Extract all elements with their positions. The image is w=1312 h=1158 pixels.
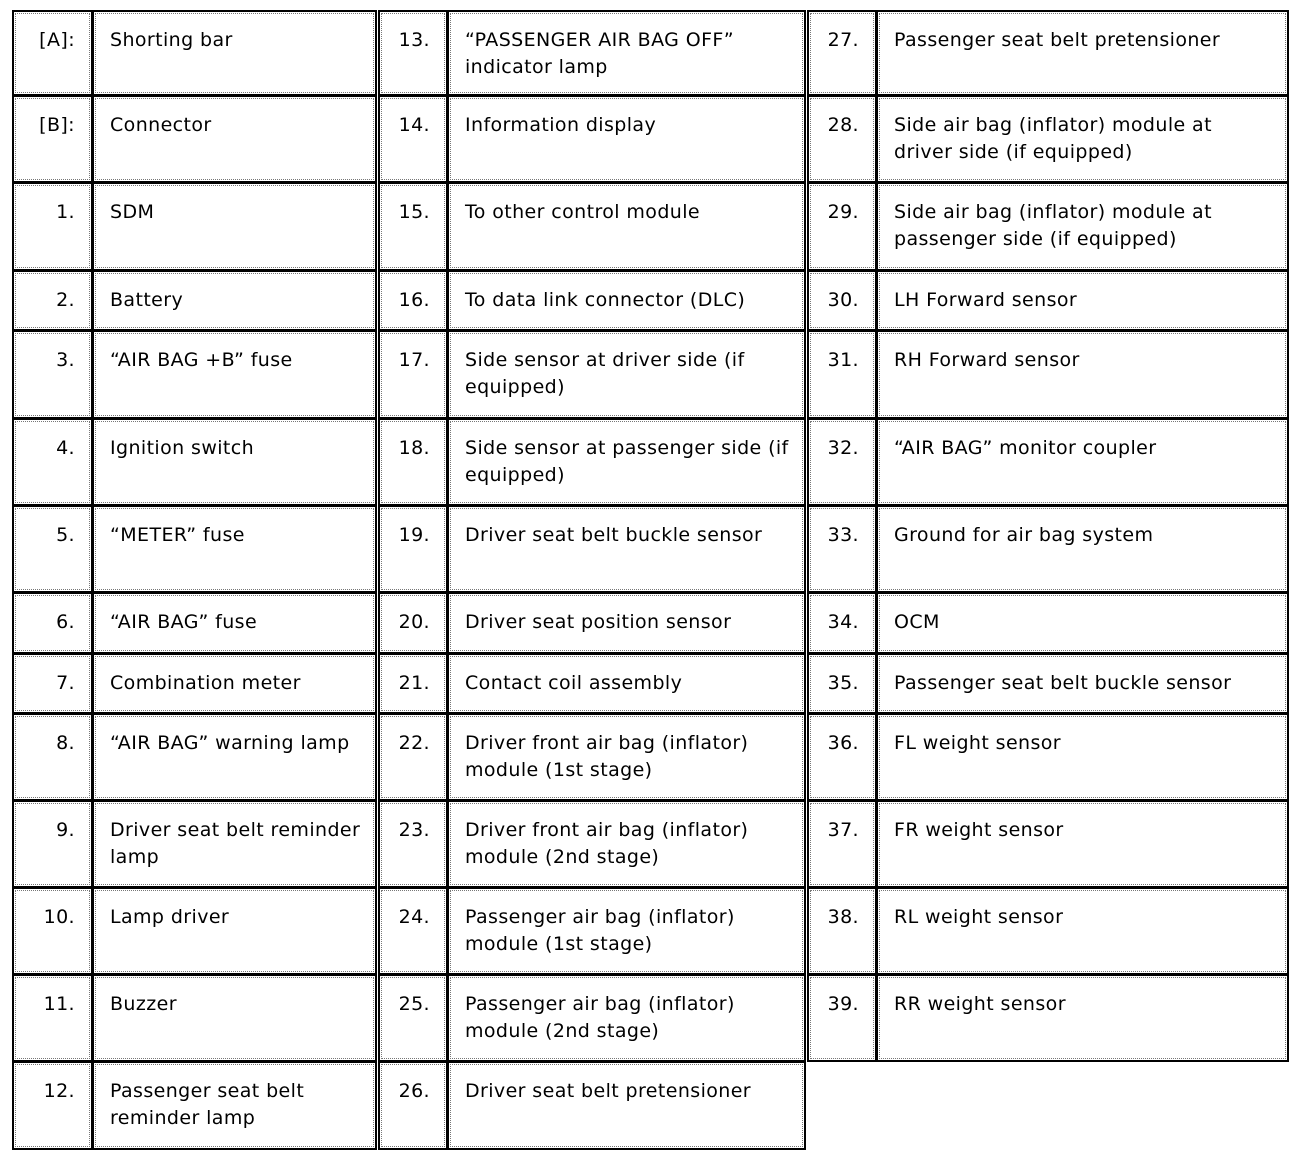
- item-number: 15.: [378, 182, 448, 271]
- item-number: 2.: [12, 270, 93, 331]
- parts-legend-table: [13, 11, 1289, 1150]
- item-description: RH Forward sensor: [876, 330, 1289, 419]
- item-description: Side sensor at driver side (if equipped): [447, 330, 806, 419]
- item-description: RR weight sensor: [876, 974, 1289, 1062]
- item-description: Battery: [92, 270, 377, 331]
- item-number: 8.: [12, 713, 93, 801]
- item-description: Ground for air bag system: [876, 505, 1289, 593]
- item-description: LH Forward sensor: [876, 270, 1289, 331]
- item-description: FL weight sensor: [876, 713, 1289, 801]
- item-number: 12.: [12, 1061, 93, 1150]
- item-number: 19.: [378, 505, 448, 593]
- item-description: FR weight sensor: [876, 800, 1289, 888]
- item-description: Passenger seat belt reminder lamp: [92, 1061, 377, 1150]
- item-description: SDM: [92, 182, 377, 271]
- item-description: “AIR BAG +B” fuse: [92, 330, 377, 419]
- item-number: 35.: [807, 653, 877, 714]
- item-description: Driver seat position sensor: [447, 592, 806, 654]
- item-number: 34.: [807, 592, 877, 654]
- item-number: 32.: [807, 418, 877, 506]
- item-number: [B]:: [12, 95, 93, 183]
- item-description: Driver seat belt pretensioner: [447, 1061, 806, 1150]
- item-number: 24.: [378, 887, 448, 975]
- item-description: Ignition switch: [92, 418, 377, 506]
- item-description: Side air bag (inflator) module at passenger side (if equipped): [876, 182, 1289, 271]
- item-number: 17.: [378, 330, 448, 419]
- item-number: 30.: [807, 270, 877, 331]
- item-description: Passenger seat belt pretensioner: [876, 10, 1289, 96]
- item-description: “PASSENGER AIR BAG OFF” indicator lamp: [447, 10, 806, 96]
- item-description: Contact coil assembly: [447, 653, 806, 714]
- item-description: “METER” fuse: [92, 505, 377, 593]
- item-number: 22.: [378, 713, 448, 801]
- item-number: 39.: [807, 974, 877, 1062]
- item-number: [A]:: [12, 10, 93, 96]
- item-number: 21.: [378, 653, 448, 714]
- item-number: 11.: [12, 974, 93, 1062]
- item-number: 16.: [378, 270, 448, 331]
- item-description: Driver front air bag (inflator) module (2nd stage): [447, 800, 806, 888]
- item-number: 6.: [12, 592, 93, 654]
- item-number: 31.: [807, 330, 877, 419]
- item-number: 5.: [12, 505, 93, 593]
- item-number: 13.: [378, 10, 448, 96]
- item-description: “AIR BAG” warning lamp: [92, 713, 377, 801]
- item-number: 20.: [378, 592, 448, 654]
- item-description: Shorting bar: [92, 10, 377, 96]
- item-description: Passenger air bag (inflator) module (1st stage): [447, 887, 806, 975]
- item-number: 7.: [12, 653, 93, 714]
- item-description: Side air bag (inflator) module at driver side (if equipped): [876, 95, 1289, 183]
- item-number: 18.: [378, 418, 448, 506]
- item-number: 26.: [378, 1061, 448, 1150]
- item-description: Passenger air bag (inflator) module (2nd stage): [447, 974, 806, 1062]
- item-description: Passenger seat belt buckle sensor: [876, 653, 1289, 714]
- item-number: 14.: [378, 95, 448, 183]
- item-number: 10.: [12, 887, 93, 975]
- item-number: 3.: [12, 330, 93, 419]
- item-description: RL weight sensor: [876, 887, 1289, 975]
- item-number: 29.: [807, 182, 877, 271]
- item-description: Buzzer: [92, 974, 377, 1062]
- item-description: Driver seat belt buckle sensor: [447, 505, 806, 593]
- item-description: To other control module: [447, 182, 806, 271]
- item-description: Connector: [92, 95, 377, 183]
- item-description: “AIR BAG” monitor coupler: [876, 418, 1289, 506]
- item-description: Combination meter: [92, 653, 377, 714]
- item-description: Lamp driver: [92, 887, 377, 975]
- item-number: 1.: [12, 182, 93, 271]
- item-description: Driver front air bag (inflator) module (1st stage): [447, 713, 806, 801]
- item-description: “AIR BAG” fuse: [92, 592, 377, 654]
- item-number: 25.: [378, 974, 448, 1062]
- item-number: 36.: [807, 713, 877, 801]
- item-number: 38.: [807, 887, 877, 975]
- item-number: 4.: [12, 418, 93, 506]
- item-number: 37.: [807, 800, 877, 888]
- item-description: Information display: [447, 95, 806, 183]
- item-description: Driver seat belt reminder lamp: [92, 800, 377, 888]
- item-description: OCM: [876, 592, 1289, 654]
- item-number: 27.: [807, 10, 877, 96]
- item-description: Side sensor at passenger side (if equipped): [447, 418, 806, 506]
- item-number: 9.: [12, 800, 93, 888]
- item-number: 23.: [378, 800, 448, 888]
- item-number: 33.: [807, 505, 877, 593]
- item-description: To data link connector (DLC): [447, 270, 806, 331]
- item-number: 28.: [807, 95, 877, 183]
